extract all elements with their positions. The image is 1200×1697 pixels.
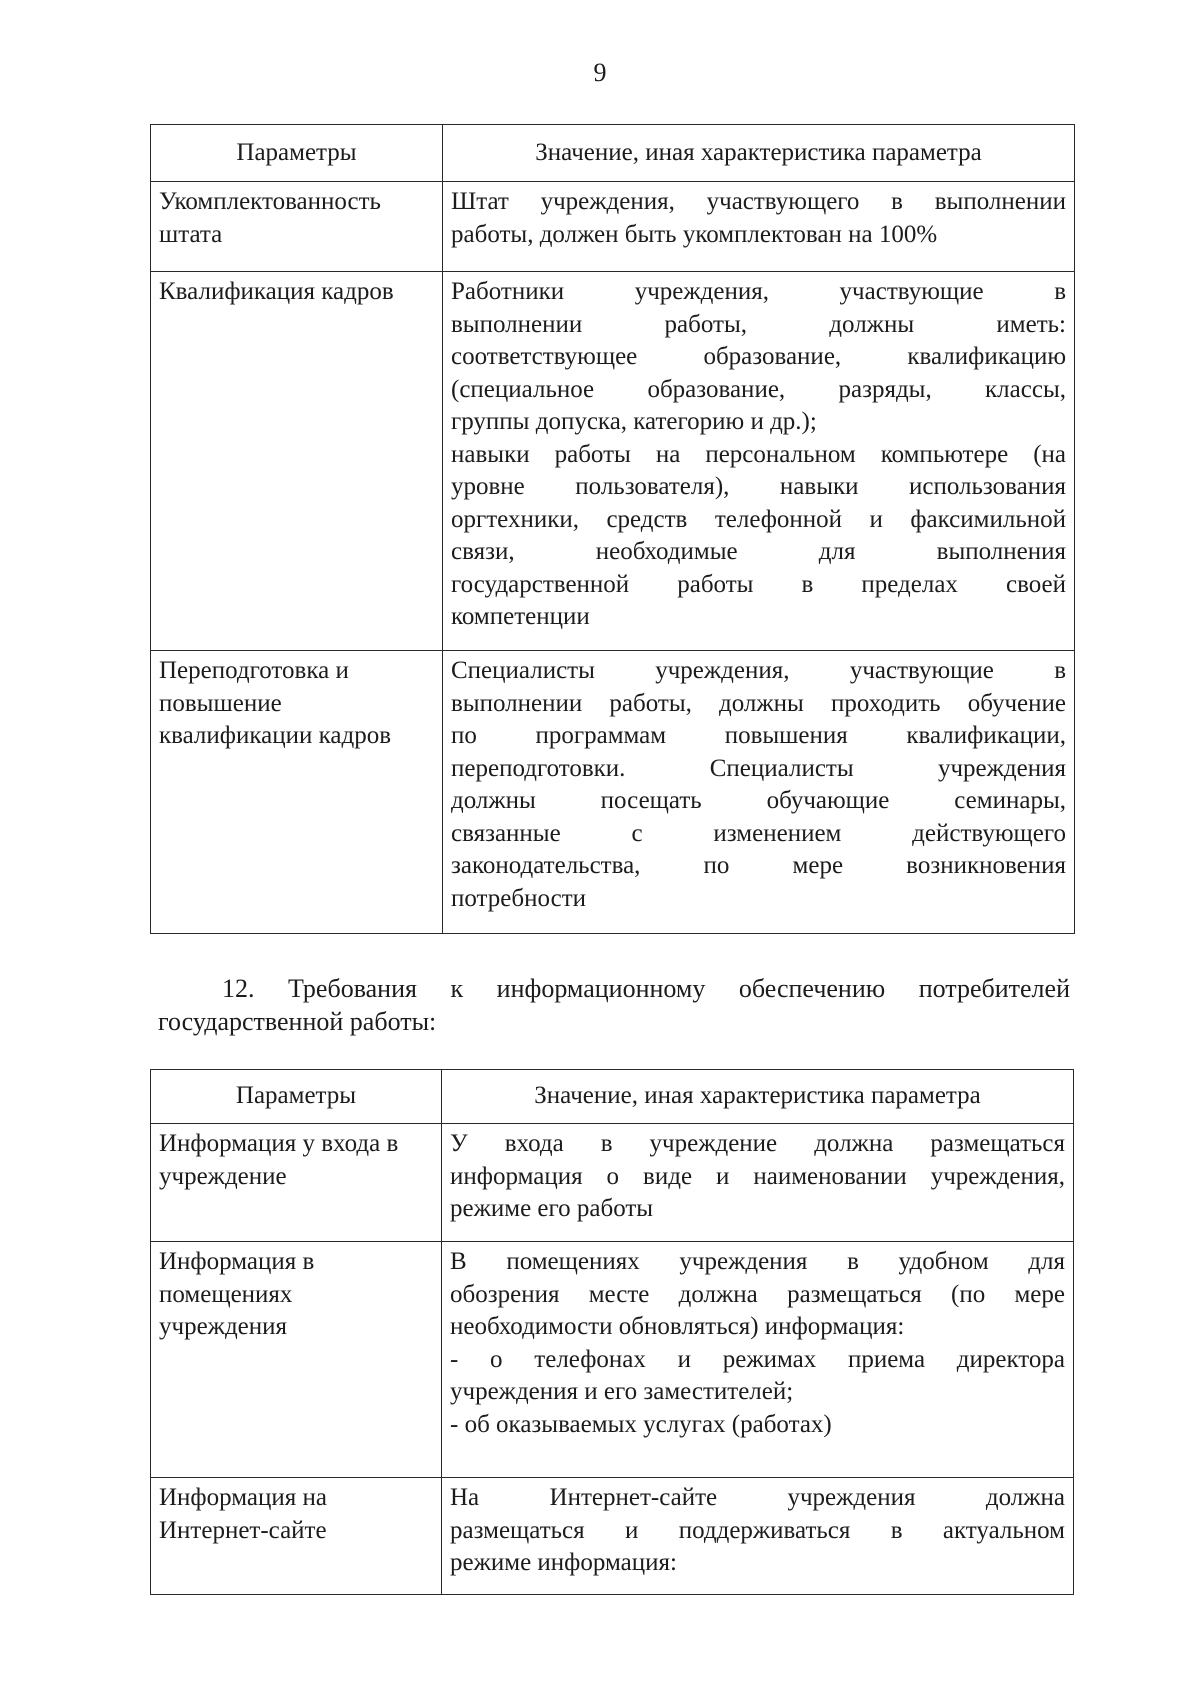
value-line: по программам повышения квалификации, (451, 722, 1066, 749)
paragraph-line: государственной работы: (158, 1007, 437, 1036)
table-header-row (151, 1070, 1074, 1124)
param-line: учреждение (159, 1162, 287, 1190)
param-line: Квалификация кадров (159, 278, 394, 305)
value-line: обозрения месте должна размещаться (по мере (450, 1280, 1065, 1308)
table-row (151, 1242, 1074, 1478)
value-line: законодательства, по мере возникновения (451, 852, 1066, 879)
param-cell (151, 1124, 442, 1242)
staffing-requirements-table (150, 124, 1075, 934)
table-row (151, 651, 1075, 934)
value-line: навыки работы на персональном компьютере (на (451, 440, 1066, 468)
value-line: В помещениях учреждения в удобном для (450, 1248, 1065, 1275)
paragraph-line: 12. Требования к информационному обеспечению потребителей (222, 974, 1070, 1003)
value-line: работы, должен быть укомплектован на 100% (451, 220, 938, 248)
table-row (151, 1124, 1074, 1242)
param-line: учреждения (159, 1313, 288, 1340)
value-line: связи, необходимые для выполнения (451, 538, 1066, 565)
page-number: 9 (593, 58, 607, 87)
value-line: государственной работы в пределах своей (451, 570, 1066, 598)
value-line: Работники учреждения, участвующие в (451, 278, 1066, 305)
param-line: повышение (159, 689, 282, 717)
param-cell (151, 651, 443, 934)
param-line: штата (159, 220, 223, 248)
param-line: Информация на (159, 1484, 327, 1511)
value-line: должны посещать обучающие семинары, (451, 787, 1066, 814)
param-line: помещениях (159, 1280, 293, 1308)
value-line: выполнении работы, должны иметь: (451, 310, 1066, 338)
value-line: оргтехники, средств телефонной и факсимильной (451, 505, 1066, 533)
value-line: потребности (451, 884, 586, 912)
value-line: учреждения и его заместителей; (450, 1378, 794, 1405)
header-parameters: Параметры (151, 125, 443, 182)
value-line: необходимости обновляться) информация: (450, 1313, 905, 1340)
value-line: - о телефонах и режимах приема директора (450, 1345, 1065, 1373)
value-line: Штат учреждения, участвующего в выполнении (451, 188, 1066, 215)
information-requirements-table (150, 1069, 1074, 1595)
section-12-heading (158, 972, 1070, 1038)
value-line: (специальное образование, разряды, классы, (451, 375, 1066, 403)
header-value: Значение, иная характеристика параметра (443, 125, 1075, 182)
param-line: Информация в (159, 1248, 315, 1275)
param-line: квалификации кадров (159, 722, 392, 749)
value-line: режиме его работы (450, 1195, 654, 1222)
value-line: уровне пользователя), навыки использования (451, 473, 1066, 500)
value-line: группы допуска, категорию и др.); (451, 408, 817, 435)
header-parameters: Параметры (151, 1070, 442, 1124)
value-line: выполнении работы, должны проходить обучение (451, 689, 1066, 717)
value-line: - об оказываемых услугах (работах) (450, 1410, 832, 1438)
param-cell (151, 1478, 442, 1595)
value-line: У входа в учреждение должна размещаться (450, 1130, 1065, 1157)
value-cell (443, 651, 1075, 934)
table-header-row (151, 125, 1075, 182)
value-cell (442, 1478, 1074, 1595)
param-line: Переподготовка и (159, 657, 349, 684)
value-line: информация о виде и наименовании учреждения, (450, 1162, 1065, 1190)
table-row (151, 1478, 1074, 1595)
param-cell (151, 182, 443, 272)
value-line: компетенции (451, 603, 590, 630)
value-line: Специалисты учреждения, участвующие в (451, 657, 1066, 684)
value-line: На Интернет-сайте учреждения должна (450, 1484, 1065, 1511)
value-line: режиме информация: (450, 1549, 677, 1576)
param-line: Информация у входа в (159, 1130, 399, 1157)
value-cell (443, 182, 1075, 272)
table-row (151, 182, 1075, 272)
param-cell (151, 1242, 442, 1478)
value-line: связанные с изменением действующего (451, 819, 1066, 847)
param-cell (151, 272, 443, 651)
header-value: Значение, иная характеристика параметра (442, 1070, 1074, 1124)
param-line: Укомплектованность (159, 188, 381, 215)
param-line: Интернет-сайте (159, 1516, 327, 1544)
value-line: размещаться и поддерживаться в актуальном (450, 1516, 1065, 1544)
value-cell (442, 1124, 1074, 1242)
value-cell (443, 272, 1075, 651)
table-row (151, 272, 1075, 651)
value-line: соответствующее образование, квалификацию (451, 343, 1066, 370)
value-line: переподготовки. Специалисты учреждения (451, 754, 1066, 782)
value-cell (442, 1242, 1074, 1478)
